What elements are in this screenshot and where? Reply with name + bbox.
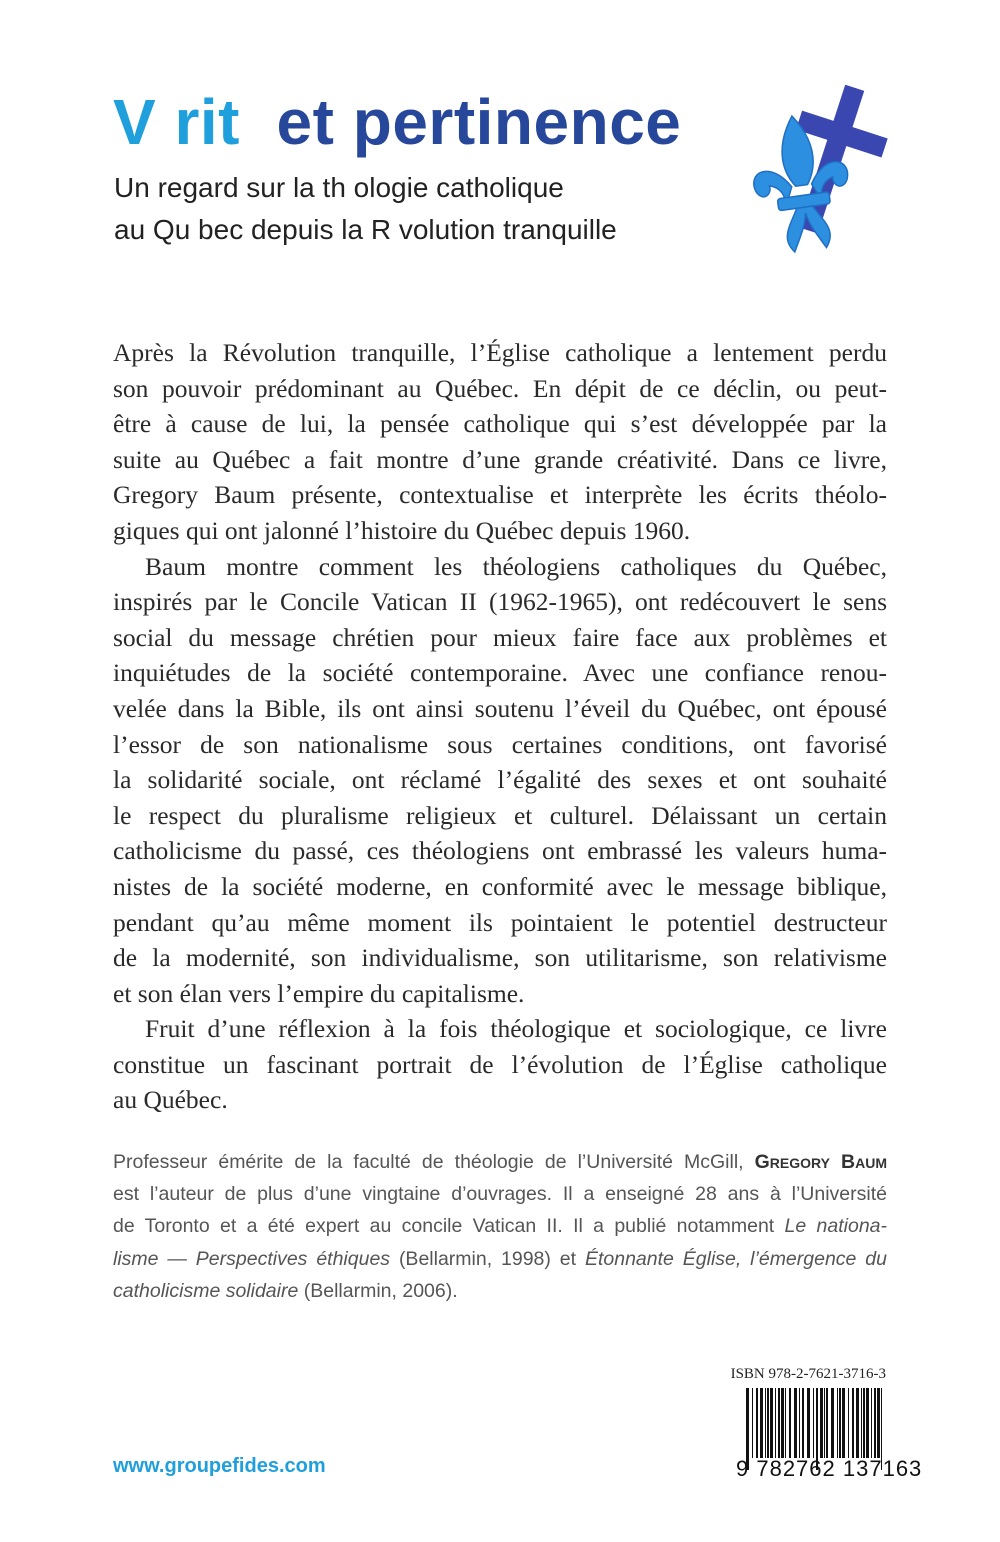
barcode-bar <box>785 1388 786 1458</box>
description-line: Après la Révolution tranquille, l’Église catholique a lentement perdu <box>113 338 887 367</box>
bio-text: (Bellarmin, 2006). <box>298 1279 458 1302</box>
barcode-bar <box>852 1388 854 1458</box>
description-line: constitue un fascinant portrait de l’évolution de l’Église catholique <box>113 1049 887 1079</box>
barcode-bar <box>824 1388 825 1458</box>
description-line: le respect du pluralisme religieux et culturel. Délaissant un certain <box>113 800 887 830</box>
barcode-bar <box>789 1388 791 1458</box>
barcode-number: 9 782762 137163 <box>736 1456 923 1481</box>
barcode-bar <box>839 1388 841 1458</box>
barcode-bar <box>752 1388 753 1458</box>
description-line: social du message chrétien pour mieux faire face aux problèmes et <box>113 622 887 652</box>
author-name: Gregory Baum <box>754 1151 887 1173</box>
description-line: Gregory Baum présente, contextualise et interprète les écrits théolo- <box>113 480 887 510</box>
book-reference: lisme — Perspectives éthiques <box>113 1247 391 1270</box>
book-title <box>113 84 681 160</box>
book-reference: Le nationa- <box>784 1215 887 1238</box>
barcode-bar <box>760 1388 763 1458</box>
barcode-bar <box>863 1388 865 1458</box>
barcode-bar <box>756 1388 758 1458</box>
barcode-bar <box>778 1388 780 1458</box>
description-line: de la modernité, son individualisme, son utilitarisme, son relativisme <box>113 943 887 973</box>
description-line: suite au Québec a fait montre d’une grande créativité. Dans ce livre, <box>113 444 887 474</box>
barcode-bar <box>802 1388 804 1458</box>
description-line: au Québec. <box>113 1085 228 1115</box>
barcode-bar <box>775 1388 776 1458</box>
barcode-bar <box>837 1388 838 1458</box>
publisher-website-link[interactable]: www.groupefides.com <box>113 1455 326 1477</box>
description-line: inquiétudes de la société contemporaine. Avec une confiance renou- <box>113 658 887 688</box>
bio-text: (Bellarmin, 1998) et <box>390 1247 585 1270</box>
barcode-bar <box>831 1388 834 1458</box>
barcode-bar <box>877 1388 880 1458</box>
description-line: giques qui ont jalonné l’histoire du Québec depuis 1960. <box>113 515 691 545</box>
barcode-bar <box>871 1388 872 1458</box>
description-line: être à cause de lui, la pensée catholique qui s’est développée par la <box>113 409 887 439</box>
barcode-bar <box>794 1388 797 1458</box>
barcode-bar <box>861 1388 862 1458</box>
subtitle-line-2: au Qu bec depuis la R volution tranquille <box>114 214 617 245</box>
bio-text: de Toronto et a été expert au concile Vatican II. Il a publié notamment <box>113 1215 785 1238</box>
barcode-bar <box>874 1388 876 1458</box>
isbn: ISBN 978-2-7621-3716-3 <box>730 1366 886 1382</box>
barcode-bar <box>770 1388 773 1458</box>
bio-text: Professeur émérite de la faculté de théologie de l’Université McGill, <box>113 1151 755 1173</box>
barcode-bar <box>799 1388 800 1458</box>
description-line: catholicisme du passé, ces théologiens ont embrassé les valeurs huma- <box>113 836 887 866</box>
barcode-bar <box>856 1388 859 1458</box>
barcode-bar <box>767 1388 769 1458</box>
barcode-bar <box>866 1388 869 1458</box>
bio-text: est l’auteur de plus d’une vingtaine d’ouvrages. Il a enseigné 28 ans à l’Université <box>113 1183 887 1206</box>
fleur-de-lis-cross-icon <box>745 85 895 265</box>
book-reference: catholicisme solidaire <box>113 1279 299 1302</box>
barcode-bar <box>848 1388 849 1458</box>
barcode-bar <box>826 1388 828 1458</box>
author-bio <box>113 1146 887 1307</box>
book-reference: Étonnante Église, l’émergence du <box>584 1247 887 1270</box>
description-line: la solidarité sociale, ont réclamé l’égalité des sexes et ont souhaité <box>113 765 887 795</box>
title-part-2: et pertinence <box>258 86 682 158</box>
barcode-bar <box>781 1388 784 1458</box>
title-part-1: V rit <box>113 86 259 158</box>
description-line: et son élan vers l’empire du capitalisme. <box>113 978 525 1008</box>
description-line: pendant qu’au même moment ils pointaient le potentiel destructeur <box>113 907 887 937</box>
description-line: velée dans la Bible, ils ont ainsi soutenu l’éveil du Québec, ont épousé <box>113 693 887 723</box>
description <box>113 335 887 1118</box>
barcode-bar <box>807 1388 810 1458</box>
barcode-bar <box>765 1388 766 1458</box>
subtitle-line-1: Un regard sur la th ologie catholique <box>114 172 564 203</box>
description-line: l’essor de son nationalisme sous certaines conditions, ont favorisé <box>113 729 887 759</box>
barcode-bar <box>842 1388 845 1458</box>
description-line: Fruit d’une réflexion à la fois théologique et sociologique, ce livre <box>145 1014 887 1044</box>
barcode-bar <box>813 1388 814 1458</box>
description-line: nistes de la société moderne, en conformité avec le message biblique, <box>113 871 887 901</box>
description-line: son pouvoir prédominant au Québec. En dépit de ce déclin, ou peut- <box>113 373 887 403</box>
description-line: inspirés par le Concile Vatican II (1962-1965), ont redécouvert le sens <box>113 587 887 617</box>
description-line: Baum montre comment les théologiens catholiques du Québec, <box>145 551 887 581</box>
barcode-bar <box>820 1388 823 1458</box>
